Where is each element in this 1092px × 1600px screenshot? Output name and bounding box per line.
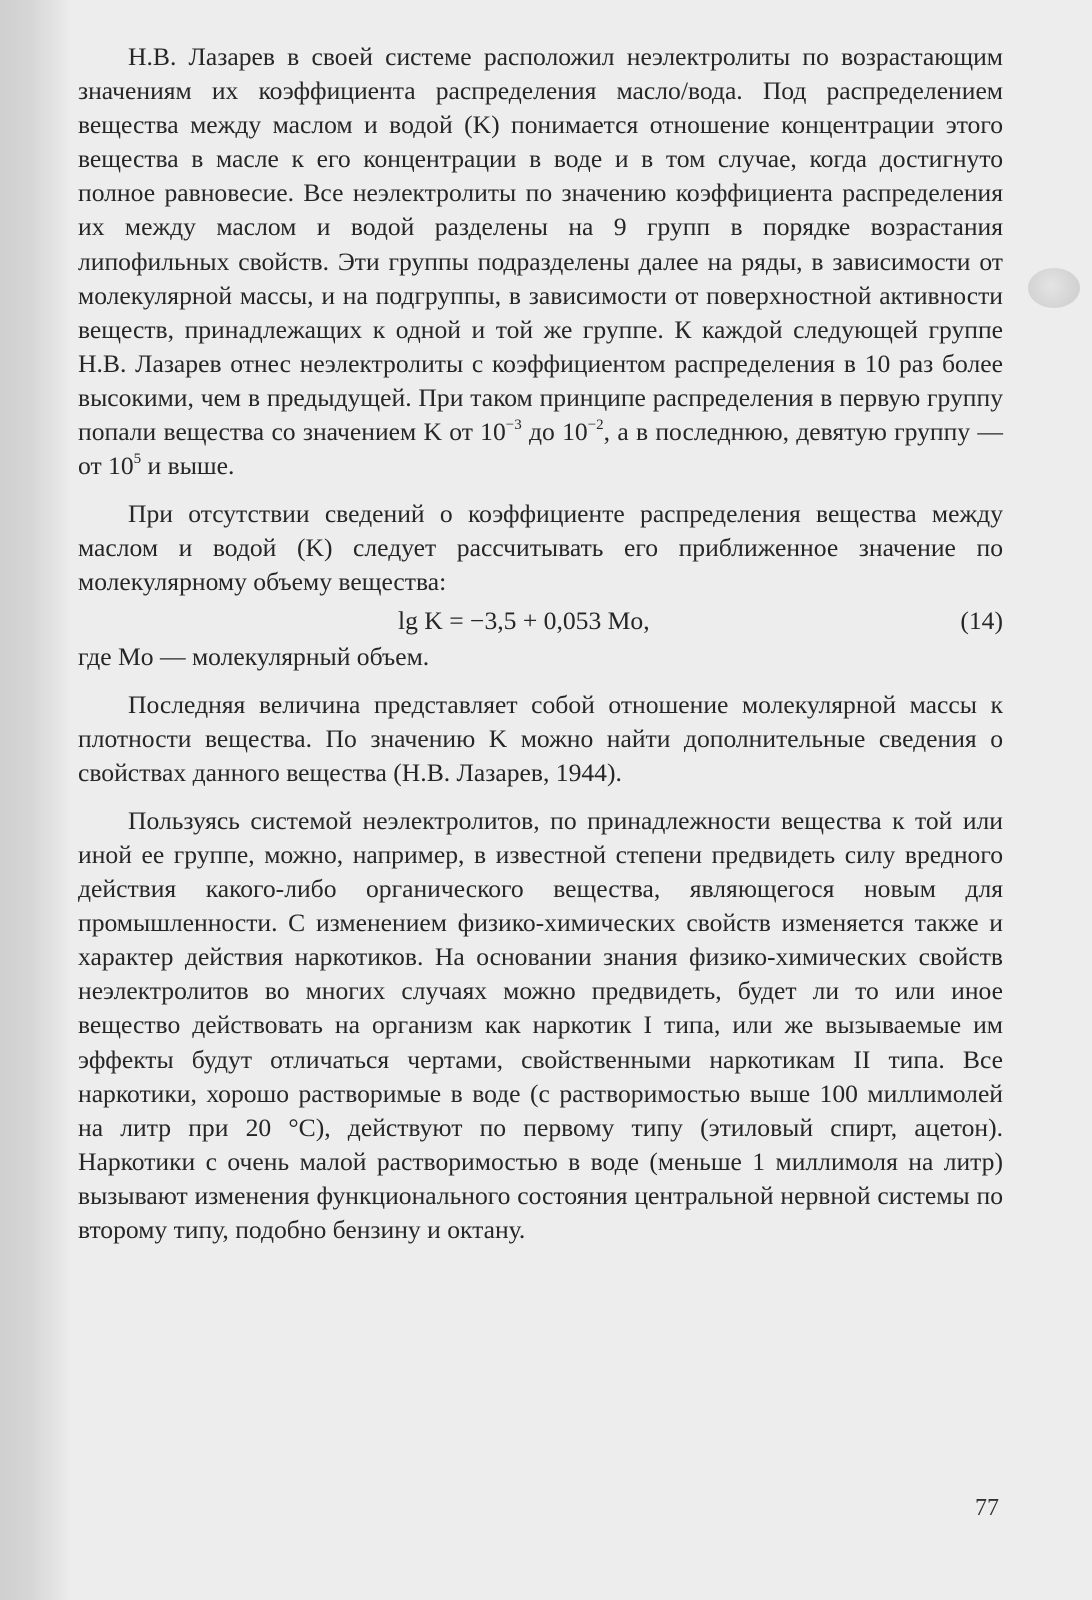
paper-stain bbox=[1028, 268, 1080, 308]
paragraph-text: и выше. bbox=[141, 451, 235, 481]
page-number: 77 bbox=[975, 1495, 999, 1521]
exponent: −2 bbox=[587, 417, 604, 434]
paragraph-text: Н.В. Лазарев в своей системе расположил неэлектролиты по возрастающим значениям их коэффициента распределения масло/вода. Под распределением вещества между маслом и водой (K) понимается отношение концентрации этого вещества в масле к его концентрации в воде и в том случае, когда достигнуто полное равновесие. Все неэлектролиты по значению коэффициента распределения их между маслом и водой разделены на 9 групп в порядке возрастания липофильных свойств. Эти группы подразделены далее на ряды, в зависимости от молекулярной массы, и на подгруппы, в зависимости от поверхностной активности веществ, принадлежащих к одной и той же группе. К каждой следующей группе Н.В. Лазарев отнес неэлектролиты с коэффициентом распределения в 10 раз более высокими, чем в предыдущей. При таком принципе распределения в первую группу попали вещества со значением K от 10 bbox=[78, 42, 1003, 447]
exponent: −3 bbox=[505, 417, 522, 434]
formula-expression: lg K = −3,5 + 0,053 Mo, bbox=[398, 605, 650, 635]
formula-explanation: где Mo — молекулярный объем. bbox=[78, 641, 430, 671]
paragraph-text: , а в последнюю, девятую группу — от 10 bbox=[78, 417, 1003, 481]
paragraph-approximation: При отсутствии сведений о коэффициенте распределения вещества между маслом и водой (K) следует рассчитывать его приближенное значение по молекулярному объему вещества: bbox=[78, 499, 1003, 597]
page-gutter-shadow bbox=[0, 0, 70, 1600]
paragraph-last-value: Последняя величина представляет собой отношение молекулярной массы к плотности вещества. По значению K можно найти дополнительные сведения о свойствах данного вещества (Н.В. Лазарев, 1944). bbox=[78, 689, 1003, 787]
exponent: 5 bbox=[133, 451, 142, 468]
paragraph-text: до 10 bbox=[521, 417, 588, 447]
page-body bbox=[78, 40, 1003, 1247]
formula-14 bbox=[78, 604, 1003, 638]
paragraph-lazarev-system bbox=[78, 40, 1003, 483]
paragraph-narcotics: Пользуясь системой неэлектролитов, по принадлежности вещества к той или иной ее группе, можно, например, в известной степени предвидеть силу вредного действия какого-либо органического вещества, являющегося новым для промышленности. С изменением физико-химических свойств изменяется также и характер действия наркотиков. На основании знания физико-химических свойств неэлектролитов во многих случаях можно предвидеть, будет ли то или иное вещество действовать на организм как наркотик I типа, или же вызываемые им эффекты будут отличаться чертами, свойственными наркотикам II типа. Все наркотики, хорошо растворимые в воде (с растворимостью выше 100 миллимолей на литр при 20 °С), действуют по первому типу (этиловый спирт, ацетон). Наркотики с очень малой растворимостью в воде (меньше 1 миллимоля на литр) вызывают изменения функционального состояния центральной нервной системы по второму типу, подобно бензину и октану. bbox=[78, 805, 1003, 1244]
formula-number: (14) bbox=[960, 605, 1003, 635]
